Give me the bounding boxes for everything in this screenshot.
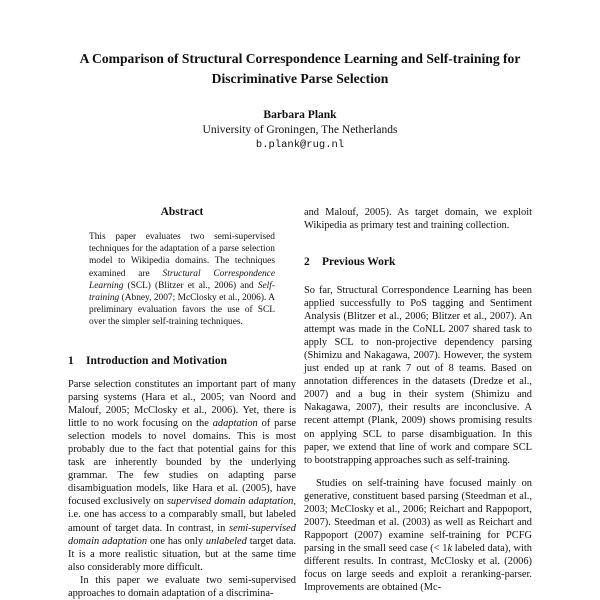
text-run: Parse selection constitutes an important part of many parsing systems (Hara et al., 2005; van Noord and Malouf, 2005; McClosky et al., 2006). Yet, there is little to no work focusing on the — [68, 379, 296, 430]
paragraph: and Malouf, 2005). As target domain, we exploit Wikipedia as primary test and training collection. — [304, 207, 532, 232]
author-name: Barbara Plank — [263, 109, 337, 121]
emph-text: k — [447, 542, 453, 554]
author-affiliation: University of Groningen, The Netherlands — [202, 124, 398, 136]
text-run: of parse selection models to novel domains. This is most probably due to the fact that potential gains for this task are inherently bounded by the underlying grammar. The few studies on adapting parse disambiguation models, like Hara et al. (2005), have focused exclusively on — [68, 418, 296, 508]
section-number: 1 — [68, 355, 74, 367]
section-number: 2 — [304, 256, 310, 268]
abstract-emph-self-training: Self-training — [89, 280, 275, 304]
section-title: Previous Work — [322, 256, 396, 268]
abstract-text-run: (SCL) (Blitzer et al., 2006) and — [123, 280, 258, 291]
emph-text: adaptation — [212, 418, 258, 430]
right-column-continuation — [304, 206, 532, 232]
text-run: labeled data), with different results. In contrast, McClosky et al. (2006) focus on large seeds and exploit a reranking-parser. Improvements are obtained (Mc- — [304, 542, 532, 594]
title-line-1: A Comparison of Structural Correspondence Learning and Self-training for — [79, 51, 521, 66]
text-run: target data. It is a more realistic situation, but at the same time also considerably more difficult. — [68, 535, 296, 573]
paragraph — [304, 477, 532, 594]
paper-title — [40, 49, 560, 89]
abstract-heading: Abstract — [160, 206, 204, 218]
left-column — [68, 378, 296, 600]
abstract-emph-scl: Structural Correspondence Learning — [89, 268, 275, 291]
abstract-text-run: This paper evaluates two semi-supervised techniques for the adaptation of a parse selection model to Wikipedia domains. The techniques examined are — [89, 232, 275, 279]
right-column — [304, 284, 532, 594]
emph-text: semi-supervised domain adaptation — [68, 522, 296, 547]
paragraph-gap — [304, 467, 532, 477]
paragraph — [68, 378, 296, 574]
text-run: , i.e. one has access to a comparably small, but labeled amount of target data. In contrast, in — [68, 496, 296, 534]
author-email: b.plank@rug.nl — [255, 139, 345, 151]
author-block — [100, 108, 500, 153]
section-2-heading — [304, 256, 395, 268]
section-1-heading — [68, 355, 227, 367]
paragraph: In this paper we evaluate two semi-supervised approaches to domain adaptation of a discrimina- — [68, 574, 296, 599]
abstract-text-run: (Abney, 2007; McClosky et al., 2006). A preliminary evaluation favors the use of SCL over the simpler self-training techniques. — [89, 293, 275, 328]
emph-text: unlabeled — [205, 535, 247, 547]
emph-text: supervised domain adaptation — [166, 496, 294, 508]
title-line-2: Discriminative Parse Selection — [211, 71, 389, 86]
paragraph: So far, Structural Correspondence Learning has been applied successfully to PoS tagging and Sentiment Analysis (Blitzer et al., 2006; Blitzer et al., 2007). An attempt was made in the CoNLL 2007 shared task to apply SCL to non-projective dependency parsing (Shimizu and Nakagawa, 2007). However, the system just ended up at rank 7 out of 8 teams. Based on annotation differences in the datasets (Dredze et al., 2007) and a bug in their system (Shimizu and Nakagawa, 2007), their results are inconclusive. A recent attempt (Plank, 2009) shows promising results on applying SCL to parse disambiguation. In this paper, we extend that line of work and compare SCL to bootstrapping approaches such as self-training. — [304, 285, 532, 466]
section-title: Introduction and Motivation — [86, 355, 228, 367]
text-run: Studies on self-training have focused mainly on generative, constituent based parsing (Steedman et al., 2003; McClosky et al., 2006; Reichart and Rappoport, 2007). Steedman et al. (2003) as well as Reichart and Rappoport (2007) examine self-training for PCFG parsing in the small seed case (< 1 — [304, 477, 532, 554]
text-run: one has only — [147, 535, 206, 547]
abstract-text — [89, 231, 275, 329]
